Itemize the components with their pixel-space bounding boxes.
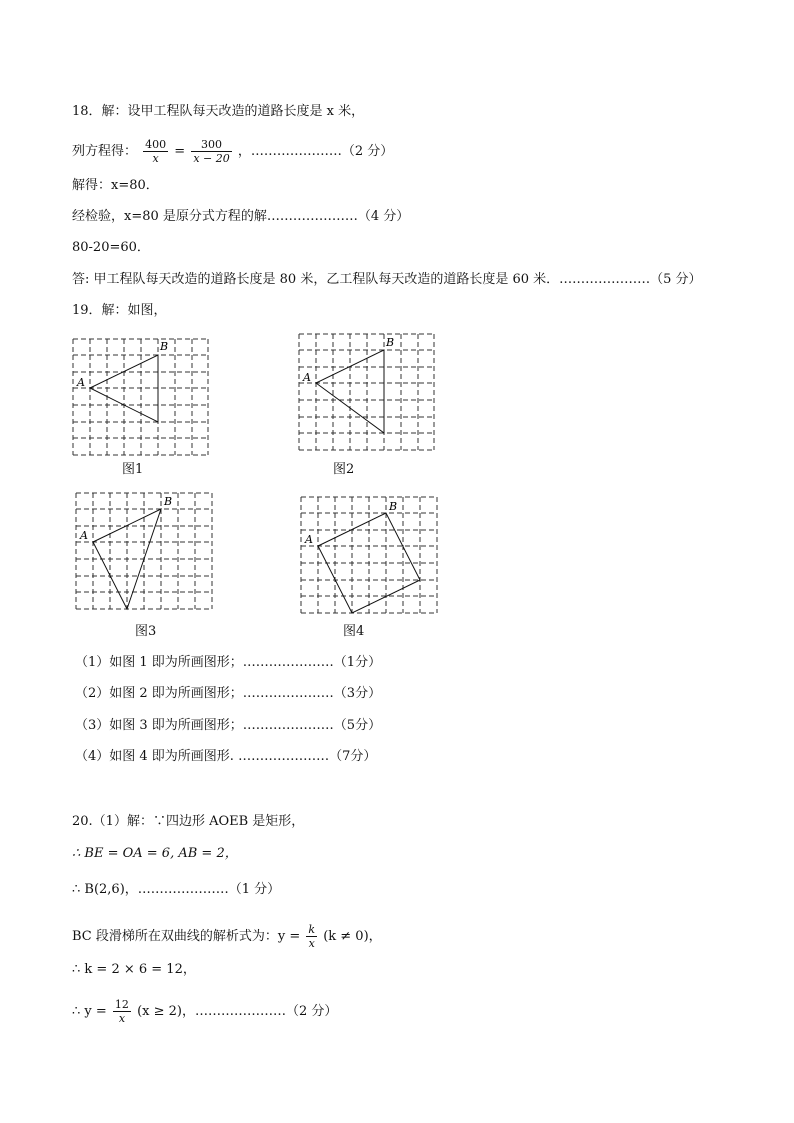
q19-line-1: 19．解：如图，	[72, 303, 167, 318]
q20-line-5: ∴ k = 2 × 6 = 12，	[72, 962, 196, 977]
q18-equation-line	[72, 138, 393, 165]
q18-fraction-right-denominator: x − 20	[193, 152, 230, 165]
figure-1-point-a: A	[77, 376, 85, 389]
figure-4-svg	[300, 496, 440, 616]
q18-fraction-right-numerator: 300	[191, 138, 231, 152]
q19-answer-3: （3）如图 3 即为所画图形；…………………（5分）	[75, 718, 382, 733]
q20-line-4-denominator: x	[308, 937, 315, 950]
q18-line-1: 18．解：设甲工程队每天改造的道路长度是 x 米，	[72, 104, 365, 119]
figure-2-point-b: B	[386, 336, 395, 349]
q20-line-4-prefix: BC 段滑梯所在双曲线的解析式为：y =	[72, 929, 301, 944]
q18-fraction-left	[143, 138, 168, 165]
q18-equation-suffix: ，…………………（2 分）	[237, 144, 394, 159]
q18-equals-sign: =	[174, 144, 186, 159]
figure-4	[300, 496, 440, 620]
figure-4-caption: 图4	[343, 624, 365, 639]
q20-line-4-numerator: k	[308, 923, 316, 936]
figure-2-point-a: A	[303, 371, 311, 384]
figure-3-svg	[75, 492, 215, 612]
figure-3	[75, 492, 215, 616]
q18-line-3: 解得：x=80．	[72, 178, 159, 193]
figure-3-point-a: A	[80, 529, 88, 542]
q20-line-6-prefix: ∴ y =	[72, 1004, 107, 1019]
q19-answer-2: （2）如图 2 即为所画图形；…………………（3分）	[75, 686, 382, 701]
q20-line-3: ∴ B(2,6)，…………………（1 分）	[72, 882, 281, 897]
q20-line-4	[72, 923, 382, 950]
q20-line-6-fraction	[113, 998, 131, 1025]
q18-fraction-left-denominator: x	[152, 152, 159, 165]
q20-line-2: ∴ BE = OA = 6, AB = 2，	[72, 846, 238, 861]
q18-equation-prefix: 列方程得：	[72, 144, 138, 159]
figure-1-svg	[72, 338, 210, 458]
q20-line-6	[72, 998, 337, 1025]
figure-4-point-b: B	[389, 500, 398, 513]
q18-answer-line: 答: 甲工程队每天改造的道路长度是 80 米，乙工程队每天改造的道路长度是 60 米．…………………（5 分）	[72, 272, 702, 287]
q18-fraction-right	[191, 138, 231, 165]
figure-1	[72, 338, 210, 462]
q20-line-6-denominator: x	[118, 1012, 126, 1025]
q18-line-4: 经检验，x=80 是原分式方程的解…………………（4 分）	[72, 209, 410, 224]
q19-answer-1: （1）如图 1 即为所画图形；…………………（1分）	[75, 655, 382, 670]
q20-line-4-fraction	[306, 923, 317, 950]
q20-line-4-suffix: (k ≠ 0)，	[323, 929, 382, 944]
figure-2-caption: 图2	[333, 462, 355, 477]
q20-line-6-numerator: 12	[114, 998, 129, 1011]
figure-2	[298, 333, 436, 457]
q18-line-5: 80-20=60．	[72, 240, 150, 255]
figure-3-caption: 图3	[135, 624, 157, 639]
figure-3-point-b: B	[164, 495, 173, 508]
figure-1-point-b: B	[160, 340, 169, 353]
figure-2-svg	[298, 333, 436, 453]
figure-4-point-a: A	[305, 533, 313, 546]
q19-answer-4: （4）如图 4 即为所画图形. …………………（7分）	[75, 749, 377, 764]
q20-line-6-suffix: (x ≥ 2)，…………………（2 分）	[137, 1004, 338, 1019]
figure-1-caption: 图1	[122, 462, 144, 477]
q20-line-1: 20.（1）解：∵四边形 AOEB 是矩形，	[72, 814, 305, 829]
q18-fraction-left-numerator: 400	[145, 138, 167, 151]
